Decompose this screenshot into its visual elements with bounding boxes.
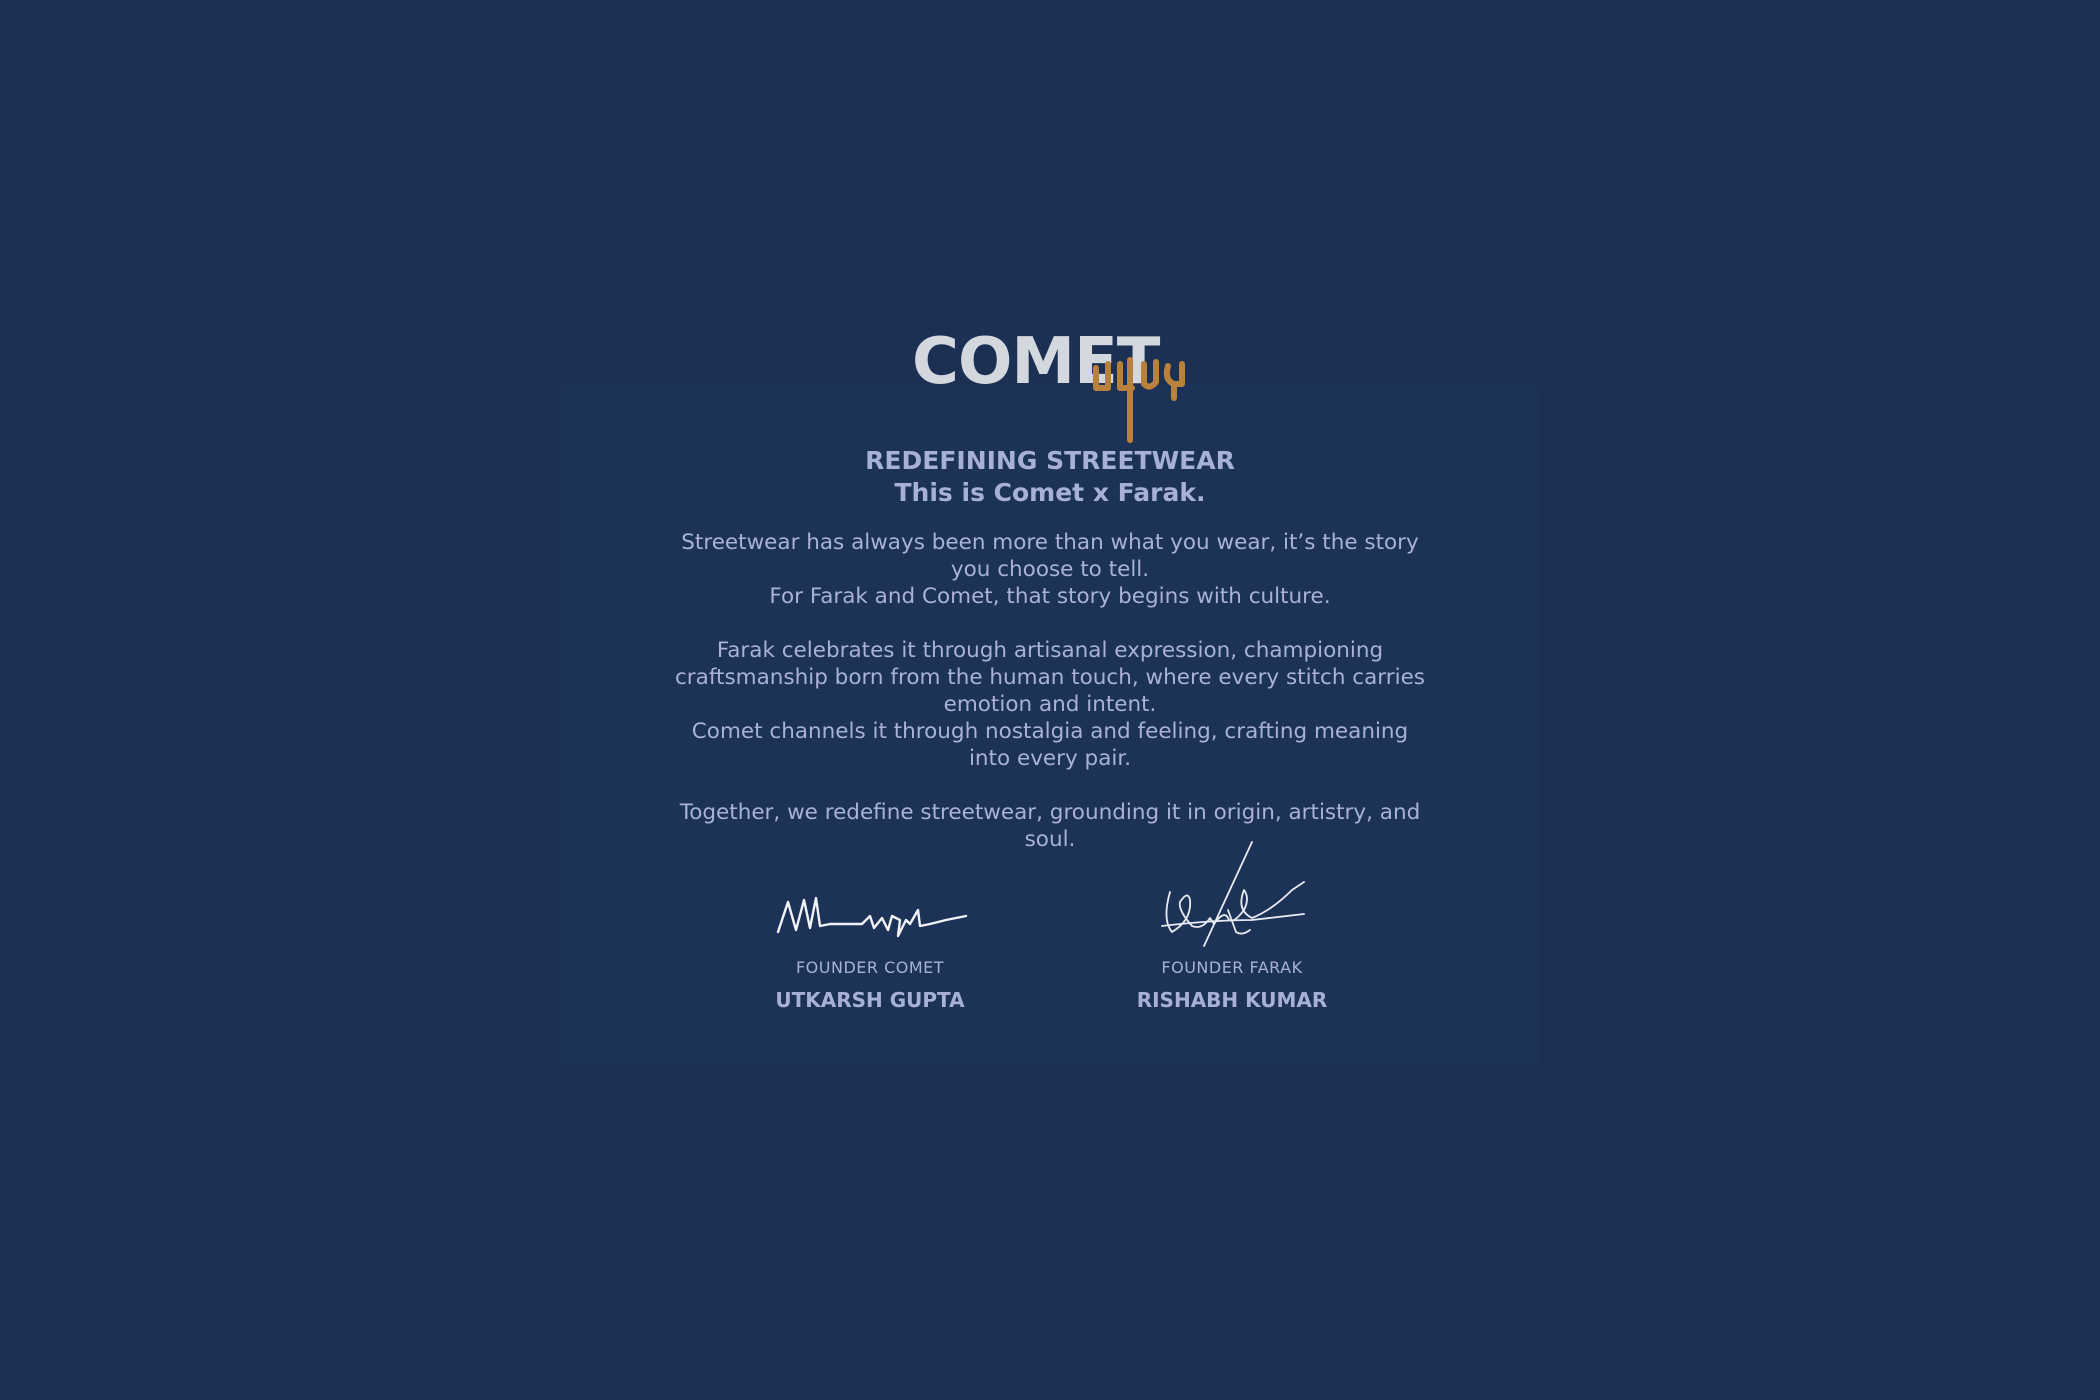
story-body xyxy=(650,529,1450,853)
story-paragraph xyxy=(670,637,1430,772)
story-line: Farak celebrates it through artisanal expression, championing craftsmanship born from the human touch, where every stitch carries emotion and intent. xyxy=(674,638,1425,717)
farak-logo-mark xyxy=(1090,350,1190,446)
brand-logo xyxy=(912,326,1192,446)
story-line: Together, we redefine streetwear, grounding it in origin, artistry, and soul. xyxy=(679,800,1421,852)
logo-wordmark: COMET xyxy=(912,325,1160,399)
story-line: Comet channels it through nostalgia and feeling, crafting meaning into every pair. xyxy=(691,719,1409,771)
founder-name: UTKARSH GUPTA xyxy=(775,988,965,1012)
story-paragraph xyxy=(670,529,1430,610)
signature-utkarsh xyxy=(770,840,970,950)
founder-signatures xyxy=(740,840,1380,1020)
founder-comet xyxy=(740,840,1000,1012)
story-section xyxy=(650,445,1450,880)
subheadline: This is Comet x Farak. xyxy=(894,478,1206,507)
headline: REDEFINING STREETWEAR xyxy=(865,446,1235,475)
story-line: For Farak and Comet, that story begins with culture. xyxy=(769,584,1331,609)
signature-rishabh xyxy=(1132,840,1332,950)
story-line: Streetwear has always been more than what you wear, it’s the story you choose to tell. xyxy=(681,530,1419,582)
founder-role: FOUNDER COMET xyxy=(795,958,945,977)
founder-name: RISHABH KUMAR xyxy=(1136,988,1328,1012)
founder-farak xyxy=(1102,840,1362,1012)
founder-role: FOUNDER FARAK xyxy=(1161,958,1303,977)
